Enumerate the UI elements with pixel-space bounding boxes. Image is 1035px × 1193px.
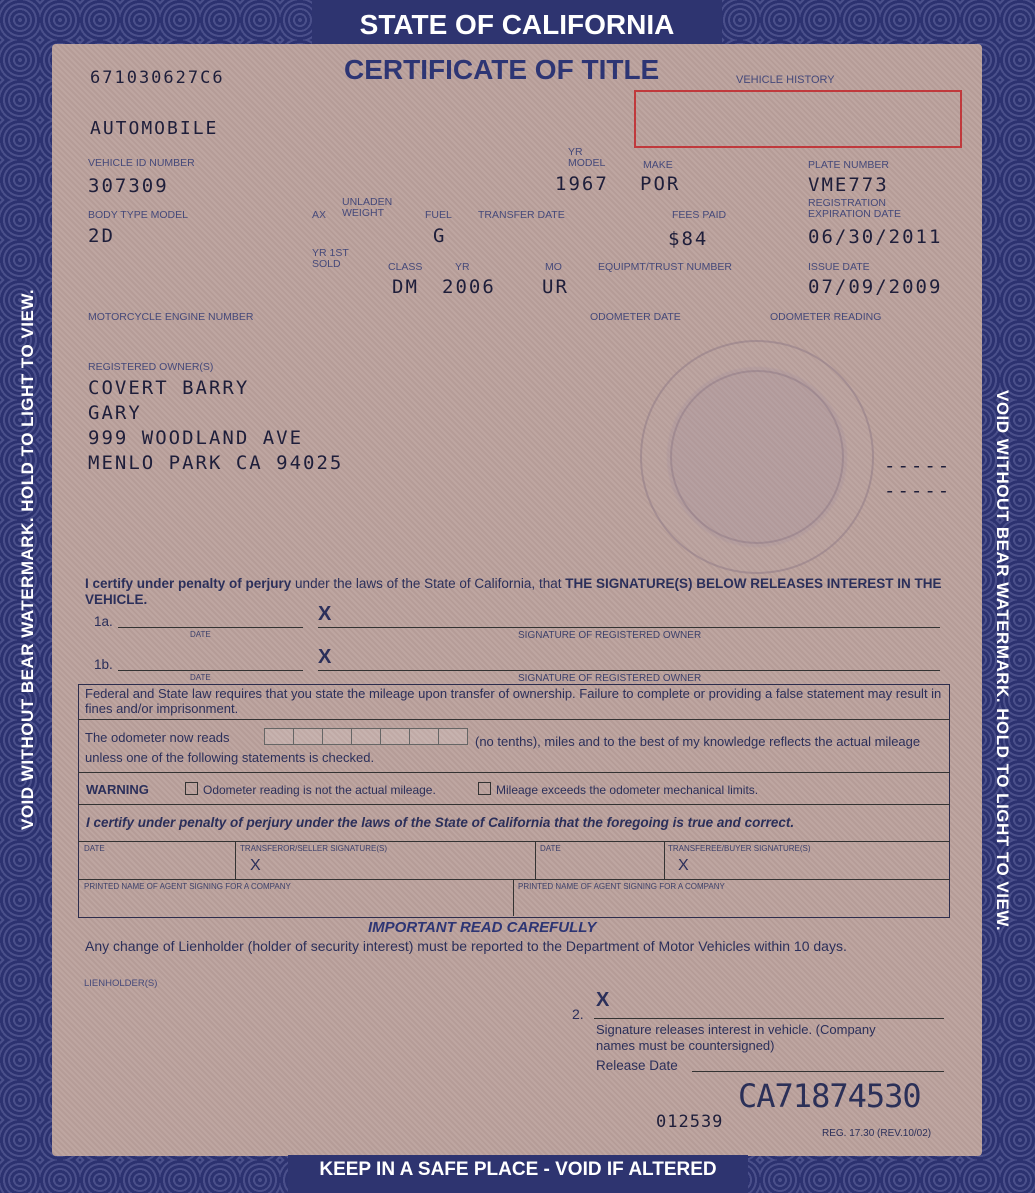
owner-line-1: COVERT BARRY xyxy=(88,377,250,399)
left-side-text: VOID WITHOUT BEAR WATERMARK. HOLD TO LIGHT TO VIEW. xyxy=(18,288,37,830)
line-1b-signature-label: SIGNATURE OF REGISTERED OWNER xyxy=(518,673,702,684)
option-not-actual-label: Odometer reading is not the actual mileage. xyxy=(203,783,436,797)
issue-date-label: ISSUE DATE xyxy=(808,261,870,273)
line-1a-number: 1a. xyxy=(94,614,113,629)
line-1a-signature-label: SIGNATURE OF REGISTERED OWNER xyxy=(518,630,702,641)
dash-line-1: ----- xyxy=(884,455,952,477)
vehicle-type: AUTOMOBILE xyxy=(90,118,219,139)
line-1b-signature[interactable] xyxy=(318,670,940,671)
buyer-date-label: DATE xyxy=(540,844,561,853)
important-heading: IMPORTANT READ CAREFULLY xyxy=(368,919,597,936)
fees-paid-label: FEES PAID xyxy=(672,209,727,221)
lienholder-notice: Any change of Lienholder (holder of security interest) must be reported to the Department of Motor Vehicles within 10 days. xyxy=(85,938,847,954)
equipment-trust-label: EQUIPMT/TRUST NUMBER xyxy=(598,261,732,273)
certify-divider xyxy=(78,841,950,842)
certify-end: THE SIGNATURE(S) BELOW RELEASES INTEREST IN THE VEHICLE. xyxy=(85,576,942,607)
seller-x[interactable]: X xyxy=(250,857,261,874)
buyer-date-divider xyxy=(664,841,665,879)
line-1b-number: 1b. xyxy=(94,657,113,672)
release-date-label: Release Date xyxy=(596,1058,678,1073)
buyer-x[interactable]: X xyxy=(678,857,689,874)
agent-divider xyxy=(513,879,514,916)
fees-paid-value: $84 xyxy=(668,228,709,250)
state-seal-watermark xyxy=(640,340,874,574)
agent-left-label: PRINTED NAME OF AGENT SIGNING FOR A COMPANY xyxy=(84,882,291,891)
line-1a-signature[interactable] xyxy=(318,627,940,628)
dash-line-2: ----- xyxy=(884,480,952,502)
line-1b-date xyxy=(118,670,303,671)
line-1a-x: X xyxy=(318,603,332,625)
vehicle-id-label: VEHICLE ID NUMBER xyxy=(88,157,195,169)
odometer-reads-prefix: The odometer now reads xyxy=(85,730,230,745)
class-label: CLASS xyxy=(388,261,423,273)
federal-divider xyxy=(78,719,950,720)
odometer-reads-suffix: (no tenths), miles and to the best of my knowledge reflects the actual mileage unless one of the following statements is checked. xyxy=(85,734,921,765)
line-1b-x: X xyxy=(318,646,332,668)
ax-label: AX xyxy=(312,209,327,221)
body-type-value: 2D xyxy=(88,225,115,247)
vehicle-history-box xyxy=(634,90,962,148)
unladen-weight-label: UNLADEN WEIGHT xyxy=(342,196,393,219)
lien-release-signature-line[interactable] xyxy=(594,1018,944,1019)
registered-owner-label: REGISTERED OWNER(S) xyxy=(88,361,214,373)
fuel-value: G xyxy=(433,225,447,247)
exceeds-limits-checkbox[interactable] xyxy=(478,782,491,795)
make-label: MAKE xyxy=(643,159,673,171)
seller-date-divider xyxy=(235,841,236,879)
mo-label: MO xyxy=(545,261,562,273)
yr-model-label: YR MODEL xyxy=(568,146,606,169)
lien-release-x: X xyxy=(596,989,610,1011)
lien-release-sig-text: Signature releases interest in vehicle. (Company names must be countersigned) xyxy=(596,1022,876,1053)
signature-divider xyxy=(78,879,950,880)
form-revision: REG. 17.30 (REV.10/02) xyxy=(822,1128,932,1139)
vehicle-history-label: VEHICLE HISTORY xyxy=(736,74,835,86)
warning-label: WARNING xyxy=(86,782,149,797)
owner-line-3: 999 WOODLAND AVE xyxy=(88,427,304,449)
owner-line-2: GARY xyxy=(88,402,142,424)
make-value: POR xyxy=(640,173,681,195)
plate-label: PLATE NUMBER xyxy=(808,159,889,171)
odometer-reading-label: ODOMETER READING xyxy=(770,311,882,323)
federal-law-text: Federal and State law requires that you state the mileage upon transfer of ownership. Failure to complete or providing a false statement may result in fines and/or imprisonment. xyxy=(85,686,942,716)
yr-label: YR xyxy=(455,261,470,273)
reads-divider xyxy=(78,772,950,773)
seller-buyer-divider xyxy=(535,841,536,879)
option-exceeds-limits-label: Mileage exceeds the odometer mechanical limits. xyxy=(496,783,759,797)
yr-first-sold-label: YR 1ST SOLD xyxy=(312,247,349,270)
certificate-title: CERTIFICATE OF TITLE xyxy=(344,54,660,85)
buyer-signature-label: TRANSFEREE/BUYER SIGNATURE(S) xyxy=(668,844,811,853)
footer-banner: KEEP IN A SAFE PLACE - VOID IF ALTERED xyxy=(288,1155,748,1193)
vehicle-id-value: 307309 xyxy=(88,175,169,197)
registration-expiration-value: 06/30/2011 xyxy=(808,226,943,248)
state-banner: STATE OF CALIFORNIA xyxy=(312,0,722,50)
issue-date-value: 07/09/2009 xyxy=(808,276,943,298)
line-1b-date-label: DATE xyxy=(190,673,211,682)
yr-model-value: 1967 xyxy=(555,173,609,195)
agent-right-label: PRINTED NAME OF AGENT SIGNING FOR A COMPANY xyxy=(518,882,725,891)
line-1a-date-label: DATE xyxy=(190,630,211,639)
engine-number-label: MOTORCYCLE ENGINE NUMBER xyxy=(88,311,254,323)
option-exceeds-limits[interactable] xyxy=(478,782,758,798)
document-code: 671030627C6 xyxy=(90,68,225,88)
plate-value: VME773 xyxy=(808,174,889,196)
lienholder-label: LIENHOLDER(S) xyxy=(84,978,158,989)
line-1a-date xyxy=(118,627,303,628)
odometer-date-label: ODOMETER DATE xyxy=(590,311,681,323)
yr-value: 2006 xyxy=(442,276,496,298)
serial-number: CA71874530 xyxy=(738,1077,921,1115)
seller-signature-label: TRANSFEROR/SELLER SIGNATURE(S) xyxy=(240,844,387,853)
seller-date-label: DATE xyxy=(84,844,105,853)
owner-line-4: MENLO PARK CA 94025 xyxy=(88,452,344,474)
registration-expiration-label: REGISTRATION EXPIRATION DATE xyxy=(808,197,901,220)
body-type-label: BODY TYPE MODEL xyxy=(88,209,188,221)
lien-release-number: 2. xyxy=(572,1006,584,1022)
not-actual-checkbox[interactable] xyxy=(185,782,198,795)
release-certification xyxy=(85,576,955,608)
odometer-certify-text: I certify under penalty of perjury under the laws of the State of California that the foregoing is true and correct. xyxy=(86,815,795,830)
transfer-date-label: TRANSFER DATE xyxy=(478,209,565,221)
certify-mid: under the laws of the State of California, that xyxy=(291,576,566,591)
warning-divider xyxy=(78,804,950,805)
option-not-actual[interactable] xyxy=(185,782,436,798)
right-side-text: VOID WITHOUT BEAR WATERMARK. HOLD TO LIGHT TO VIEW. xyxy=(993,390,1012,932)
class-value: DM xyxy=(392,276,419,298)
small-control-number: 012539 xyxy=(656,1112,724,1132)
release-date-line[interactable] xyxy=(692,1071,944,1072)
certify-bold: I certify under penalty of perjury xyxy=(85,576,292,591)
mo-value: UR xyxy=(542,276,569,298)
fuel-label: FUEL xyxy=(425,209,452,221)
